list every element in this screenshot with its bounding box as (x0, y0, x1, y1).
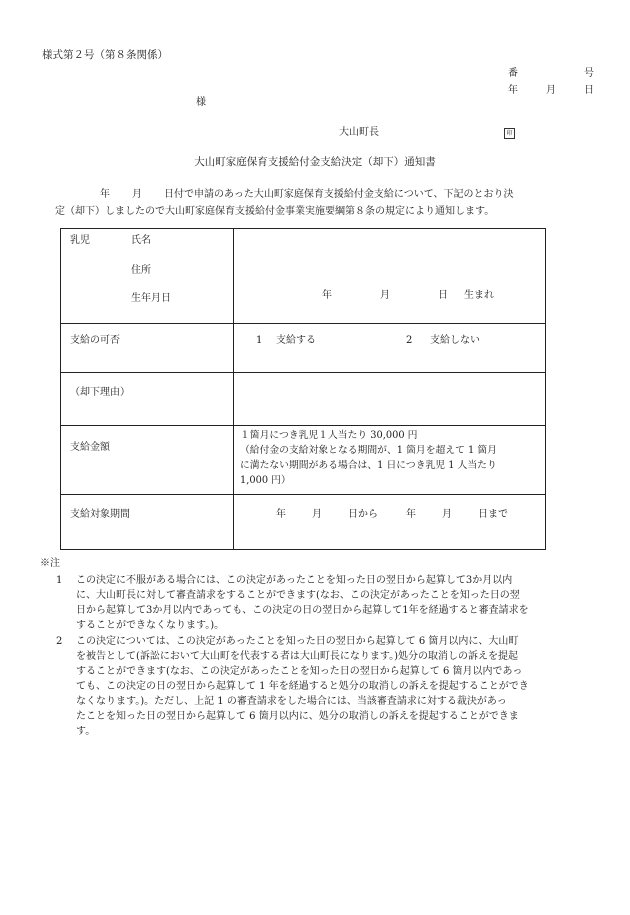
note-2-line: なくなります。)。ただし、上記 1 の審査請求をした場合には、当該審査請求に対する裁決があっ (76, 696, 507, 707)
amount-label: 支給金額 (70, 442, 110, 453)
option-2-number: 2 (406, 335, 413, 346)
form-number: 様式第２号（第８条関係） (42, 49, 168, 61)
reject-reason-label-cell (61, 373, 234, 426)
notes-heading: ※注 (40, 558, 60, 569)
note-2-line: この決定については、この決定があったことを知った日の翌日から起算して 6 箇月以内に、大山町 (76, 636, 519, 647)
period-start-month: 月 (312, 509, 322, 520)
issue-month-label: 月 (546, 85, 556, 96)
number-label: 番 (508, 68, 518, 79)
number-suffix: 号 (584, 68, 594, 79)
body-line-1 (60, 186, 560, 203)
amount-line-1: １箇月につき乳児１人当たり 30,000 円 (240, 430, 418, 441)
note-2-line: を被告として(訴訟において大山町を代表する者は大山町長になります。)処分の取消しの訴えを提起 (76, 651, 519, 662)
body-year-label: 年 (100, 189, 110, 200)
note-1-line: この決定に不服がある場合には、この決定があったことを知った日の翌日から起算して3か月以内 (76, 575, 513, 586)
note-2-line: することができます(なお、この決定があったことを知った日の翌日から起算して 6 箇月以内であっ (76, 666, 523, 677)
reject-reason-label: （却下理由） (70, 387, 130, 398)
note-item-1 (52, 573, 552, 633)
issue-day-label: 日 (584, 85, 594, 96)
approval-options-cell (234, 324, 546, 373)
child-value-cell (234, 229, 546, 324)
table-row-reject-reason (61, 373, 546, 426)
period-end-day: 日まで (478, 509, 508, 520)
period-label-cell (61, 495, 234, 550)
amount-line-3: に満たない期間がある場合は、1 日につき乳児 1 人当たり (240, 460, 497, 471)
notes-list (52, 573, 552, 740)
note-2-line: す。 (76, 726, 96, 737)
dob-month-label: 月 (380, 290, 390, 301)
body-line-1-text: 日付で申請のあった大山町家庭保育支援給付金支給について、下記のとおり決 (164, 189, 514, 200)
amount-text (240, 428, 497, 488)
body-line-2: 定（却下）しましたので大山町家庭保育支援給付金事業実施要綱第８条の規定により通知します。 (55, 206, 495, 217)
document-title: 大山町家庭保育支援給付金支給決定（却下）通知書 (194, 156, 436, 168)
note-2-line: ても、この決定の日の翌日から起算して 1 年を経過すると処分の取消しの訴えを提起することができ (76, 681, 529, 692)
period-value-cell (234, 495, 546, 550)
document-number-row (508, 68, 594, 80)
note-2-line: たことを知った日の翌日から起算して 6 箇月以内に、処分の取消しの訴えを提起することができま (76, 711, 519, 722)
note-1-number: 1 (56, 575, 63, 586)
table-row-child (61, 229, 546, 324)
issuer-name: 大山町長 (339, 127, 379, 138)
period-end-year: 年 (406, 509, 416, 520)
seal-mark: 印 (504, 128, 515, 139)
reject-reason-value-cell (234, 373, 546, 426)
recipient-suffix: 様 (196, 97, 206, 108)
issue-year-label: 年 (508, 85, 518, 96)
note-1-line: に、大山町長に対して審査請求をすることができます(なお、この決定があったことを知った日の翌 (76, 590, 520, 601)
amount-line-4: 1,000 円） (240, 475, 291, 486)
body-month-label: 月 (132, 189, 142, 200)
table-row-amount (61, 426, 546, 495)
child-label-cell (61, 229, 234, 324)
issue-date-row (508, 85, 594, 97)
child-label: 乳児 (70, 235, 90, 246)
period-label: 支給対象期間 (70, 509, 130, 520)
period-start-year: 年 (276, 509, 286, 520)
period-start-day: 日から (348, 509, 378, 520)
notice-body (55, 186, 560, 220)
dob-day-label: 日 (438, 290, 448, 301)
option-2-label: 支給しない (430, 335, 480, 346)
dob-year-label: 年 (322, 290, 332, 301)
address-label: 住所 (131, 265, 151, 276)
approval-label-cell (61, 324, 234, 373)
amount-value-cell (234, 426, 546, 495)
amount-label-cell (61, 426, 234, 495)
note-1-line: することができなくなります。)。 (76, 620, 225, 631)
approval-label: 支給の可否 (70, 335, 120, 346)
table-row-approval (61, 324, 546, 373)
decision-table (60, 228, 546, 550)
note-2-number: 2 (56, 636, 63, 647)
note-1-line: 日から起算して3か月以内であっても、この決定の日の翌日から起算して1年を経過すると審査請求を (76, 605, 529, 616)
amount-line-2: （給付金の支給対象となる期間が、1 箇月を超えて 1 箇月 (240, 445, 497, 456)
period-end-month: 月 (442, 509, 452, 520)
option-1-label: 支給する (276, 335, 316, 346)
note-item-2 (52, 634, 552, 739)
option-1-number: 1 (256, 335, 263, 346)
dob-suffix: 生まれ (464, 290, 494, 301)
dob-label: 生年月日 (131, 293, 171, 304)
table-row-period (61, 495, 546, 550)
name-label: 氏名 (131, 235, 151, 246)
